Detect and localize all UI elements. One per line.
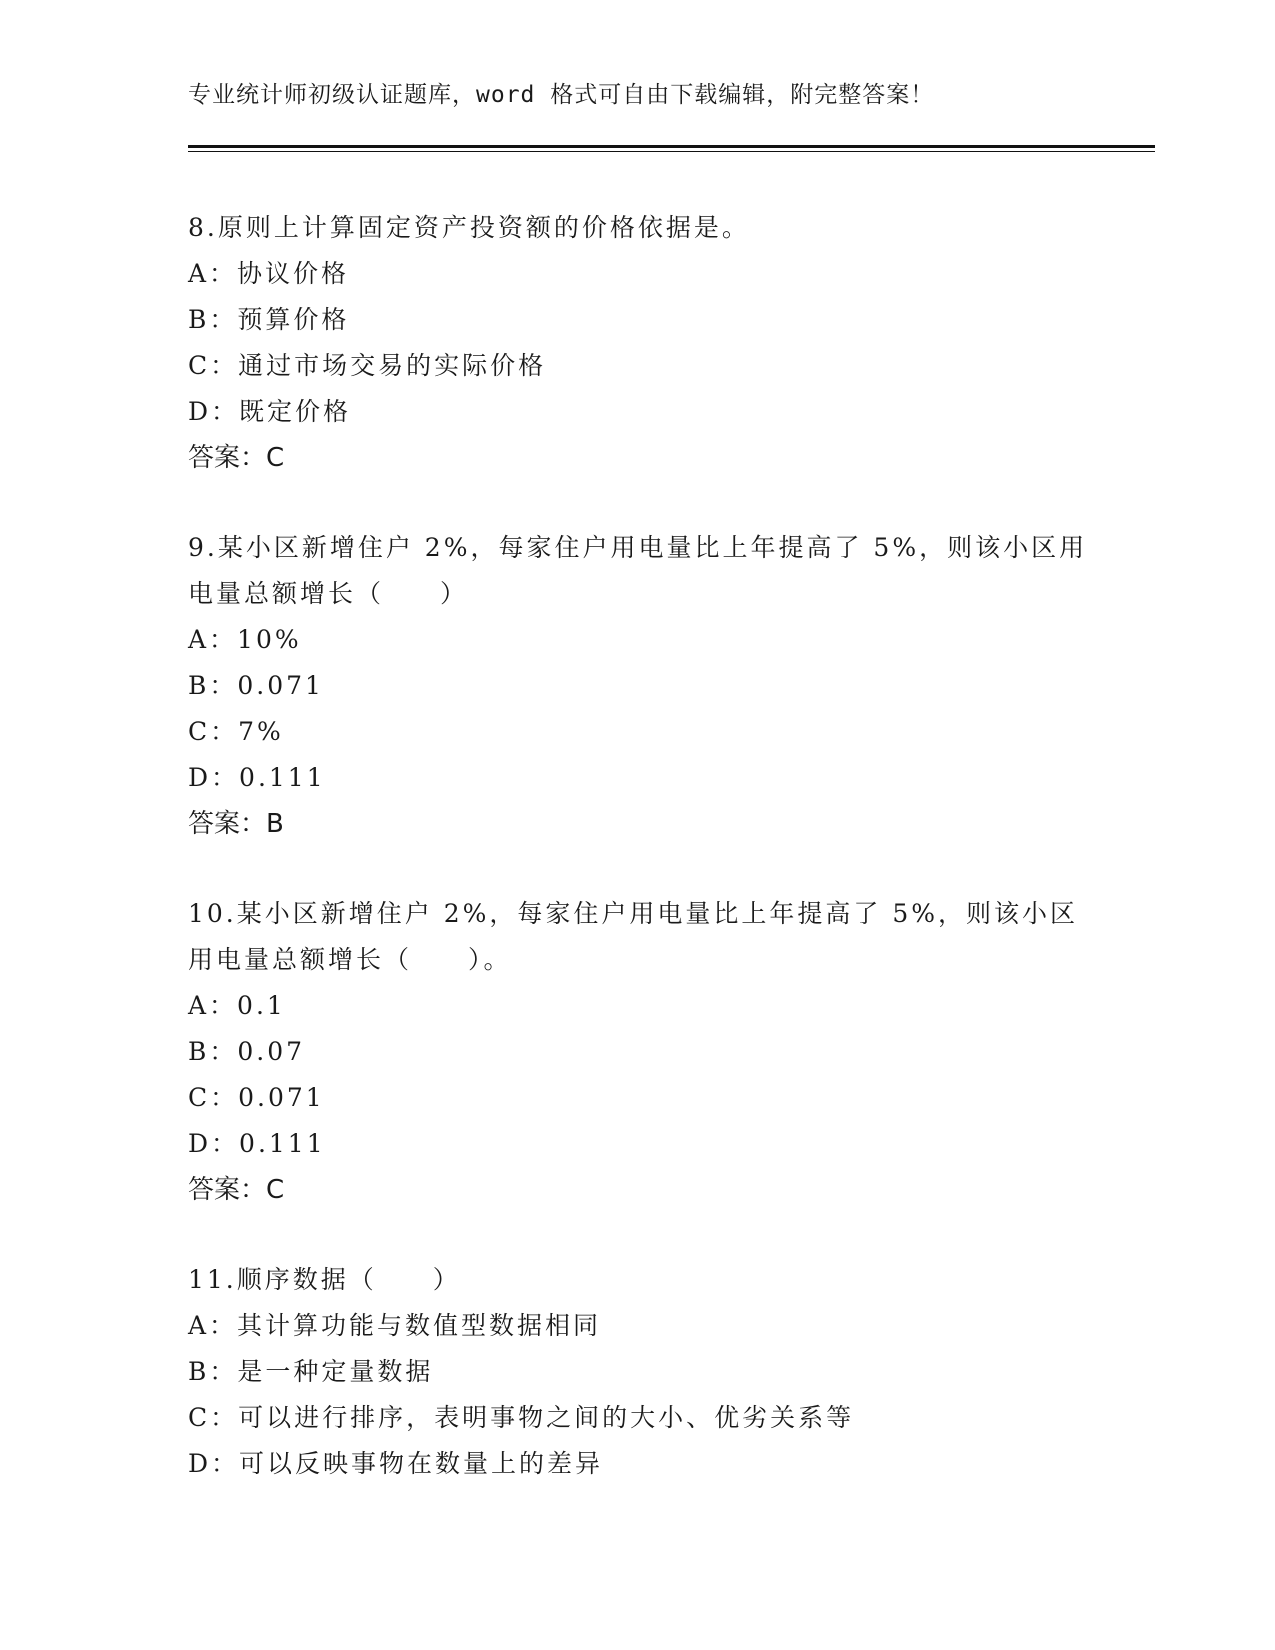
answer-label: 答案：B (188, 809, 284, 839)
question-text: 8.原则上计算固定资产投资额的价格依据是。 (188, 213, 750, 242)
question-9 (188, 525, 1088, 847)
answer-label: 答案：C (188, 1175, 285, 1205)
option-d: D：0.111 (188, 1129, 326, 1158)
option-b: B：是一种定量数据 (188, 1357, 434, 1386)
question-text: 9.某小区新增住户 2%，每家住户用电量比上年提高了 5%，则该小区用电量总额增长（ ） (188, 533, 1088, 608)
option-b: B：0.071 (188, 671, 324, 700)
answer-label: 答案：C (188, 443, 285, 473)
option-a: A：0.1 (188, 991, 286, 1020)
option-c: C：通过市场交易的实际价格 (188, 351, 547, 380)
header-rule-thin (188, 151, 1155, 152)
option-c: C：可以进行排序，表明事物之间的大小、优劣关系等 (188, 1403, 855, 1432)
question-11 (188, 1257, 1088, 1487)
question-text: 11.顺序数据（ ） (188, 1265, 461, 1294)
option-b: B：预算价格 (188, 305, 350, 334)
option-d: D：可以反映事物在数量上的差异 (188, 1449, 604, 1478)
question-list (188, 205, 1088, 1531)
question-10 (188, 891, 1088, 1213)
option-d: D：0.111 (188, 763, 326, 792)
option-d: D：既定价格 (188, 397, 352, 426)
option-a: A：其计算功能与数值型数据相同 (188, 1311, 602, 1340)
option-a: A：协议价格 (188, 259, 350, 288)
document-header: 专业统计师初级认证题库，word 格式可自由下载编辑，附完整答案！ (188, 82, 935, 108)
option-b: B：0.07 (188, 1037, 306, 1066)
option-c: C：7% (188, 717, 284, 746)
question-text: 10.某小区新增住户 2%，每家住户用电量比上年提高了 5%，则该小区用电量总额增长（ ）。 (188, 899, 1078, 974)
option-a: A：10% (188, 625, 302, 654)
question-8 (188, 205, 1088, 481)
header-rule-thick (188, 145, 1155, 148)
option-c: C：0.071 (188, 1083, 325, 1112)
